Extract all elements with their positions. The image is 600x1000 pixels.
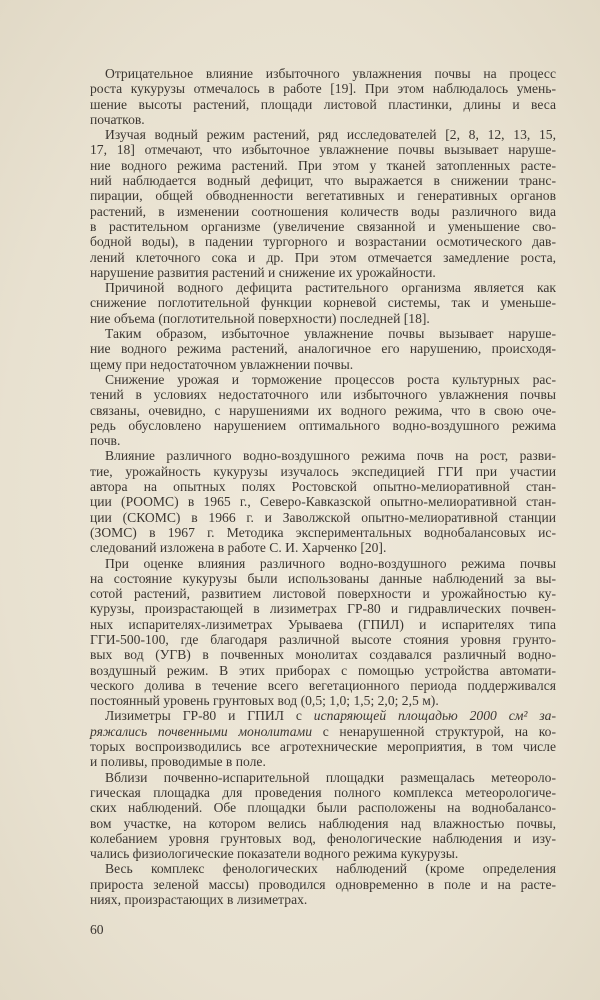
text-line: тений в условиях недостаточного или избыточного увлажнения почвы — [90, 387, 556, 403]
text-line: растений, в изменении соотношения количеств воды различного вида — [90, 203, 556, 219]
paragraph — [90, 326, 556, 372]
text-line: бодной воды), в падении тургорного и возрастании осмотического дав- — [90, 234, 556, 250]
paragraph — [90, 556, 556, 709]
page-number: 60 — [90, 922, 104, 937]
text-line: курузы, произрастающей в лизиметрах ГР-80 и гидравлических почвен- — [90, 601, 556, 617]
text-line: Таким образом, избыточное увлажнение почвы вызывает наруше- — [105, 326, 556, 342]
text-line: вом участке, на котором велись наблюдения над влажностью почвы, — [90, 815, 556, 831]
text-line: Отрицательное влияние избыточного увлажнения почвы на процесс — [105, 66, 556, 81]
text-line: Изучая водный режим растений, ряд исследователей [2, 8, 12, 13, 15, — [105, 127, 556, 143]
text-line: нарушение развития растений и снижение их урожайности. — [90, 264, 436, 280]
text-line: ние водного режима растений. При этом у тканей затопленных расте- — [90, 157, 556, 173]
italic-text-segment: ряжались почвенными монолитами — [90, 723, 313, 739]
text-line: вых вод (УГВ) в почвенных монолитах создавался различный водно- — [90, 647, 556, 663]
paragraph — [90, 448, 556, 555]
paragraph — [90, 66, 556, 127]
paragraph — [90, 127, 556, 280]
text-line: Весь комплекс фенологических наблюдений (кроме определения — [105, 861, 556, 877]
text-line: чались физиологические показатели водного режима кукурузы. — [90, 846, 459, 862]
text-line: ции (РООМС) в 1965 г., Северо-Кавказской опытно-мелиоративной стан- — [90, 494, 556, 510]
text-line: роста кукурузы отмечалось в работе [19]. При этом наблюдалось умень- — [90, 81, 556, 97]
text-line: Снижение урожая и торможение процессов роста культурных рас- — [105, 371, 556, 387]
text-line: (ЗОМС) в 1967 г. Методика экспериментальных воднобалансовых ис- — [90, 524, 556, 540]
paragraph — [90, 372, 556, 448]
text-line: торых воспроизводились все агротехнические мероприятия, в том числе — [90, 739, 556, 755]
text-line — [90, 708, 556, 723]
paragraph — [90, 861, 556, 907]
paragraph — [90, 280, 556, 326]
text-line: ние объема (поглотительной поверхности) последней [18]. — [90, 310, 430, 326]
text-line: Причиной водного дефицита растительного организма является как — [105, 280, 556, 296]
text-line: в растительном организме (увеличение связанной и уменьшение сво- — [90, 218, 556, 234]
text-line: лений клеточного сока и др. При этом отмечается замедление роста, — [90, 249, 556, 265]
paragraph — [90, 708, 556, 769]
text-line: постоянный уровень грунтовых вод (0,5; 1,0; 1,5; 2,0; 2,5 м). — [90, 693, 439, 709]
text-line: ских наблюдений. Обе площадки были расположены на воднобалансо- — [90, 800, 556, 816]
text-line: колебанием уровня грунтовых вод, фенологические наблюдения и изу- — [90, 830, 556, 846]
text-line: связаны, очевидно, с нарушениями их водного режима, что в свою оче- — [90, 402, 556, 418]
text-line: снижение поглотительной функции корневой системы, так и уменьше- — [90, 295, 556, 311]
text-line: и поливы, проводимые в поле. — [90, 754, 266, 770]
text-line: прироста зеленой массы) проводился одновременно в поле и на расте- — [90, 876, 556, 892]
text-line: При оценке влияния различного водно-воздушного режима почвы — [105, 555, 556, 571]
text-line: Влияние различного водно-воздушного режима почв на рост, разви- — [105, 448, 556, 464]
text-line: щему при недостаточном увлажнении почвы. — [90, 356, 354, 372]
text-line: ГГИ-500-100, где благодаря различной высоте стояния уровня грунто- — [90, 631, 556, 647]
text-line: следований изложена в работе С. И. Харченко [20]. — [90, 540, 387, 556]
text-line: ние водного режима растений, аналогичное его нарушению, происходя- — [90, 341, 556, 357]
text-segment: Лизиметры ГР-80 и ГПИЛ с — [105, 708, 314, 724]
text-line: сотой растений, развитием листовой поверхности и урожайностью ку- — [90, 586, 556, 602]
text-line: ниях, произрастающих в лизиметрах. — [90, 892, 308, 908]
text-line: 17, 18] отмечают, что избыточное увлажнение почвы вызывает наруше- — [90, 142, 556, 158]
body-text — [90, 66, 556, 907]
text-line: автора на опытных полях Ростовской опытно-мелиоративной стан- — [90, 479, 556, 495]
paragraph — [90, 770, 556, 862]
text-line: на состояние кукурузы были использованы данные наблюдений за вы- — [90, 570, 556, 586]
text-line: ний наблюдается водный дефицит, что выражается в снижении транс- — [90, 173, 556, 189]
text-line: ных испарителях-лизиметрах Урываева (ГПИЛ) и испарителях типа — [90, 616, 556, 632]
text-line: тие, урожайность кукурузы изучалось экспедицией ГГИ при участии — [90, 463, 556, 479]
text-line: пирации, общей обводненности вегетативных и генеративных органов — [90, 188, 556, 204]
text-line: почв. — [90, 433, 121, 449]
text-line: початков. — [90, 111, 145, 127]
text-line: ции (СКОМС) в 1966 г. и Заволжской опытно-мелиоративной станции — [90, 509, 556, 525]
text-line: гическая площадка для проведения полного комплекса метеорологиче- — [90, 784, 556, 800]
text-line: Вблизи почвенно-испарительной площадки размещалась метеороло- — [105, 769, 556, 785]
text-line: редь обусловлено нарушением оптимального водно-воздушного режима — [90, 417, 556, 433]
text-line: шение высоты растений, площади листовой пластинки, длины и веса — [90, 96, 556, 112]
text-line: воздушный режим. В этих приборах с помощью устройства автомати- — [90, 662, 556, 678]
text-segment: с ненарушенной структурой, на ко- — [312, 723, 557, 739]
text-line — [90, 724, 556, 739]
italic-text-segment: испаряющей площадью 2000 см² за- — [313, 708, 556, 724]
text-line: ческого долива в течение всего вегетационного периода поддерживался — [90, 677, 556, 693]
